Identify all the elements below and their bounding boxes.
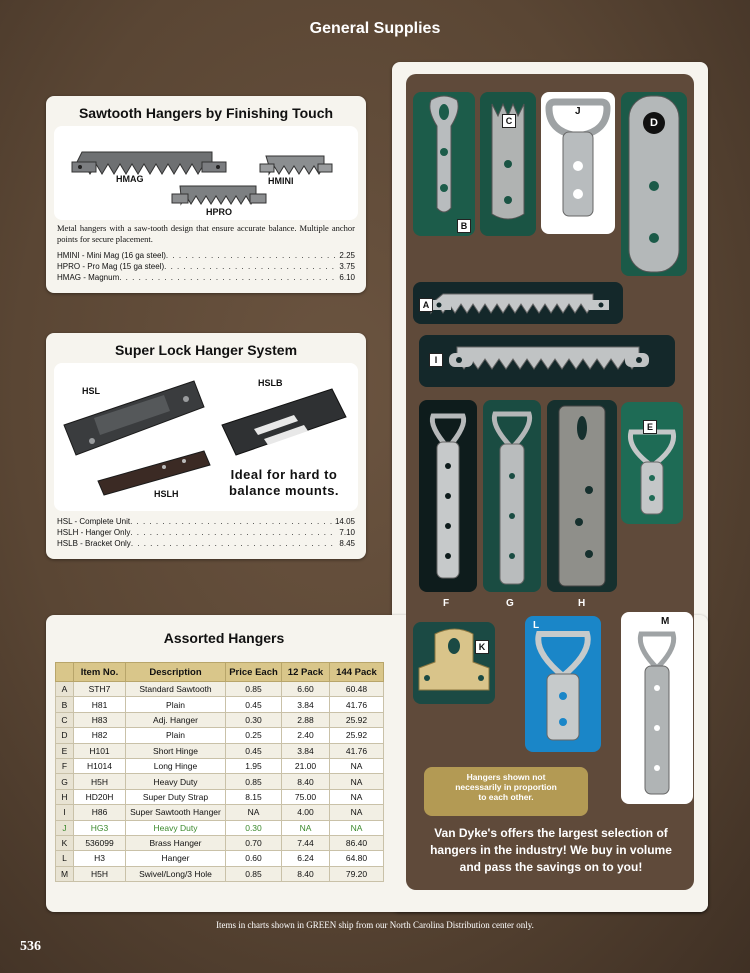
table-row bbox=[56, 866, 384, 881]
table-row bbox=[56, 728, 384, 743]
promo-line: hangers in the industry! We buy in volume bbox=[430, 843, 672, 857]
table-cell-key: L bbox=[56, 851, 74, 866]
photo-letter: H bbox=[578, 598, 586, 609]
table-cell-each: 0.45 bbox=[226, 697, 282, 712]
photo-letter: C bbox=[502, 114, 516, 128]
tagline-line: Ideal for hard to bbox=[230, 467, 338, 482]
table-header: Item No. bbox=[74, 663, 126, 682]
table-cell-each: 0.45 bbox=[226, 743, 282, 758]
table-cell-desc: Heavy Duty bbox=[126, 820, 226, 835]
table-row bbox=[56, 805, 384, 820]
sawtooth-image bbox=[54, 126, 358, 220]
hanger-photo-d bbox=[621, 92, 687, 276]
table-cell-p144: 25.92 bbox=[330, 728, 384, 743]
promo-text bbox=[410, 825, 692, 876]
table-cell-key: M bbox=[56, 866, 74, 881]
sawtooth-description: Metal hangers with a saw-tooth design that ensure accurate balance. Multiple anchor points for secure placement. bbox=[57, 223, 355, 244]
table-header bbox=[56, 663, 74, 682]
price-line bbox=[57, 250, 355, 261]
table-cell-p12: 75.00 bbox=[282, 789, 330, 804]
table-cell-key: J bbox=[56, 820, 74, 835]
price-line-price: 14.05 bbox=[334, 517, 355, 526]
table-cell-key: A bbox=[56, 682, 74, 697]
table-cell-p144: 41.76 bbox=[330, 697, 384, 712]
table-cell-p144: 25.92 bbox=[330, 712, 384, 727]
photo-letter: J bbox=[575, 106, 581, 117]
price-line-price: 3.75 bbox=[339, 262, 355, 271]
table-cell-desc: Plain bbox=[126, 697, 226, 712]
table-cell-p12: 2.40 bbox=[282, 728, 330, 743]
price-line bbox=[57, 538, 355, 549]
table-cell-item: H81 bbox=[74, 697, 126, 712]
hanger-photo-g bbox=[483, 400, 541, 592]
hanger-photo-i bbox=[419, 335, 675, 387]
table-cell-key: B bbox=[56, 697, 74, 712]
note-line: necessarily in proportion bbox=[455, 782, 557, 792]
tagline-line: balance mounts. bbox=[228, 483, 340, 498]
hsl-label: HSL bbox=[82, 386, 100, 396]
table-cell-item: HG3 bbox=[74, 820, 126, 835]
photo-letter: A bbox=[419, 298, 433, 312]
price-line bbox=[57, 527, 355, 538]
table-cell-p12: 8.40 bbox=[282, 866, 330, 881]
sawtooth-hangers-illustration bbox=[54, 126, 358, 220]
table-cell-desc: Super Sawtooth Hanger bbox=[126, 805, 226, 820]
table-cell-desc: Hanger bbox=[126, 851, 226, 866]
table-cell-p12: 8.40 bbox=[282, 774, 330, 789]
photo-letter: L bbox=[533, 620, 540, 631]
table-cell-p12: 2.88 bbox=[282, 712, 330, 727]
table-cell-p12: NA bbox=[282, 820, 330, 835]
hmini-label: HMINI bbox=[268, 176, 294, 186]
table-cell-p144: NA bbox=[330, 820, 384, 835]
sawtooth-panel bbox=[46, 96, 366, 293]
price-line-price: 7.10 bbox=[339, 528, 355, 537]
table-cell-p144: 60.48 bbox=[330, 682, 384, 697]
table-header: Description bbox=[126, 663, 226, 682]
photo-letter: I bbox=[429, 353, 443, 367]
table-cell-desc: Swivel/Long/3 Hole bbox=[126, 866, 226, 881]
hanger-photo-e bbox=[621, 402, 683, 524]
sawtooth-price-list bbox=[57, 250, 355, 283]
price-line-label: HSLB - Bracket Only bbox=[57, 539, 131, 548]
table-cell-p12: 3.84 bbox=[282, 697, 330, 712]
table-row bbox=[56, 697, 384, 712]
table-header-row bbox=[56, 663, 384, 682]
table-cell-each: 8.15 bbox=[226, 789, 282, 804]
table-cell-p144: NA bbox=[330, 758, 384, 773]
promo-line: Van Dyke's offers the largest selection of bbox=[434, 826, 668, 840]
price-line-label: HMINI - Mini Mag (16 ga steel) bbox=[57, 251, 166, 260]
hanger-photo-m bbox=[621, 612, 693, 804]
table-cell-each: 0.85 bbox=[226, 866, 282, 881]
price-line-label: HSLH - Hanger Only bbox=[57, 528, 131, 537]
table-row bbox=[56, 682, 384, 697]
table-cell-p144: 79.20 bbox=[330, 866, 384, 881]
table-cell-each: NA bbox=[226, 805, 282, 820]
hanger-photo-j bbox=[541, 92, 615, 234]
photo-letter: F bbox=[443, 598, 450, 609]
photo-letter: B bbox=[457, 219, 471, 233]
table-cell-key: K bbox=[56, 835, 74, 850]
table-row bbox=[56, 758, 384, 773]
table-row bbox=[56, 835, 384, 850]
table-cell-each: 0.25 bbox=[226, 728, 282, 743]
photo-letter: K bbox=[475, 640, 489, 654]
table-cell-key: E bbox=[56, 743, 74, 758]
table-cell-desc: Standard Sawtooth bbox=[126, 682, 226, 697]
price-line-price: 8.45 bbox=[339, 539, 355, 548]
table-cell-item: H82 bbox=[74, 728, 126, 743]
table-cell-p12: 6.60 bbox=[282, 682, 330, 697]
table-cell-item: H83 bbox=[74, 712, 126, 727]
table-cell-key: H bbox=[56, 789, 74, 804]
table-cell-p144: NA bbox=[330, 805, 384, 820]
table-cell-each: 0.30 bbox=[226, 820, 282, 835]
table-cell-desc: Adj. Hanger bbox=[126, 712, 226, 727]
superlock-image bbox=[54, 363, 358, 511]
table-cell-p144: 86.40 bbox=[330, 835, 384, 850]
table-cell-item: H5H bbox=[74, 866, 126, 881]
price-line-price: 6.10 bbox=[339, 273, 355, 282]
table-cell-p12: 3.84 bbox=[282, 743, 330, 758]
hanger-photo-c bbox=[480, 92, 536, 236]
table-cell-desc: Heavy Duty bbox=[126, 774, 226, 789]
hanger-photo-f bbox=[419, 400, 477, 592]
assorted-table bbox=[55, 662, 384, 882]
table-cell-each: 0.85 bbox=[226, 774, 282, 789]
hpro-label: HPRO bbox=[206, 207, 233, 217]
page-title: General Supplies bbox=[309, 20, 441, 37]
table-row bbox=[56, 820, 384, 835]
table-cell-key: F bbox=[56, 758, 74, 773]
table-row bbox=[56, 789, 384, 804]
table-cell-item: 536099 bbox=[74, 835, 126, 850]
sawtooth-title: Sawtooth Hangers by Finishing Touch bbox=[78, 105, 334, 121]
table-cell-key: G bbox=[56, 774, 74, 789]
note-line: to each other. bbox=[478, 792, 534, 802]
table-cell-item: H86 bbox=[74, 805, 126, 820]
table-row bbox=[56, 743, 384, 758]
table-cell-desc: Brass Hanger bbox=[126, 835, 226, 850]
table-cell-p144: 41.76 bbox=[330, 743, 384, 758]
price-line-price: 2.25 bbox=[339, 251, 355, 260]
price-line bbox=[57, 516, 355, 527]
hslh-label: HSLH bbox=[154, 489, 179, 499]
table-cell-p12: 21.00 bbox=[282, 758, 330, 773]
footer-note: Items in charts shown in GREEN ship from our North Carolina Distribution center only. bbox=[216, 920, 534, 930]
table-header: 12 Pack bbox=[282, 663, 330, 682]
hanger-photo-l bbox=[525, 616, 601, 752]
price-line bbox=[57, 261, 355, 272]
table-cell-p144: NA bbox=[330, 774, 384, 789]
table-cell-p12: 6.24 bbox=[282, 851, 330, 866]
price-line-label: HPRO - Pro Mag (15 ga steel) bbox=[57, 262, 165, 271]
assorted-title: Assorted Hangers bbox=[163, 630, 285, 646]
superlock-tagline bbox=[214, 467, 354, 499]
assorted-table-wrap bbox=[55, 662, 384, 882]
table-cell-each: 0.70 bbox=[226, 835, 282, 850]
hanger-photo-a bbox=[413, 282, 623, 324]
table-cell-desc: Super Duty Strap bbox=[126, 789, 226, 804]
photo-letter: M bbox=[661, 616, 670, 627]
table-cell-p12: 7.44 bbox=[282, 835, 330, 850]
price-line-label: HSL - Complete Unit bbox=[57, 517, 131, 526]
photo-letter: G bbox=[506, 598, 514, 609]
table-cell-p144: 64.80 bbox=[330, 851, 384, 866]
photo-letter: D bbox=[643, 112, 665, 134]
table-header: 144 Pack bbox=[330, 663, 384, 682]
promo-line: and pass the savings on to you! bbox=[459, 860, 643, 874]
table-cell-item: STH7 bbox=[74, 682, 126, 697]
table-cell-each: 1.95 bbox=[226, 758, 282, 773]
hanger-photo-b bbox=[413, 92, 475, 236]
table-cell-item: H101 bbox=[74, 743, 126, 758]
table-cell-key: I bbox=[56, 805, 74, 820]
table-cell-p12: 4.00 bbox=[282, 805, 330, 820]
table-cell-each: 0.60 bbox=[226, 851, 282, 866]
price-line-label: HMAG - Magnum bbox=[57, 273, 120, 282]
table-cell-desc: Long Hinge bbox=[126, 758, 226, 773]
table-cell-each: 0.85 bbox=[226, 682, 282, 697]
superlock-panel bbox=[46, 333, 366, 559]
table-row bbox=[56, 851, 384, 866]
table-cell-key: D bbox=[56, 728, 74, 743]
table-cell-p144: NA bbox=[330, 789, 384, 804]
hanger-photo-k bbox=[413, 622, 495, 704]
table-cell-item: H1014 bbox=[74, 758, 126, 773]
table-cell-item: H5H bbox=[74, 774, 126, 789]
table-cell-desc: Plain bbox=[126, 728, 226, 743]
price-line bbox=[57, 272, 355, 283]
hslb-label: HSLB bbox=[258, 378, 283, 388]
table-cell-item: HD20H bbox=[74, 789, 126, 804]
table-row bbox=[56, 712, 384, 727]
superlock-price-list bbox=[57, 516, 355, 549]
hmag-label: HMAG bbox=[116, 174, 144, 184]
table-row bbox=[56, 774, 384, 789]
photo-letter: E bbox=[643, 420, 657, 434]
hanger-photo-h bbox=[547, 400, 617, 592]
note-line: Hangers shown not bbox=[466, 772, 546, 782]
proportion-note bbox=[424, 767, 588, 816]
superlock-title: Super Lock Hanger System bbox=[114, 342, 298, 358]
table-cell-item: H3 bbox=[74, 851, 126, 866]
table-cell-each: 0.30 bbox=[226, 712, 282, 727]
page-number: 536 bbox=[20, 939, 41, 954]
table-cell-desc: Short Hinge bbox=[126, 743, 226, 758]
table-cell-key: C bbox=[56, 712, 74, 727]
table-header: Price Each bbox=[226, 663, 282, 682]
